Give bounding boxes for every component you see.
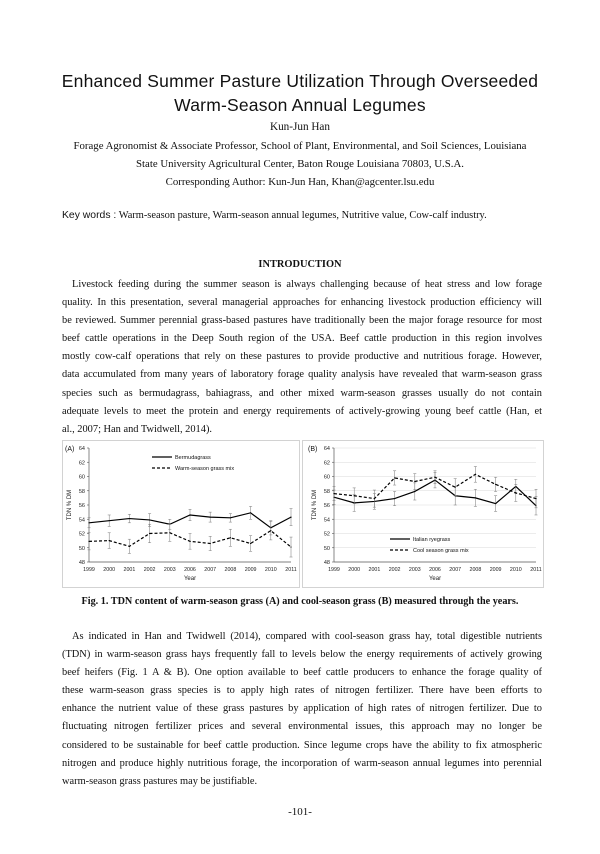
- text-line: al., 2007; Han and Twidwell, 2014).: [62, 423, 213, 435]
- data-point: [333, 493, 334, 494]
- data-point: [394, 498, 395, 499]
- x-axis-label: Year: [183, 576, 197, 582]
- figure-1b-svg: [302, 440, 544, 588]
- paragraph-introduction: [62, 276, 542, 439]
- data-point: [169, 532, 170, 533]
- y-tick-label: 52: [323, 531, 330, 538]
- x-tick-label: 2003: [408, 567, 421, 573]
- text-line: beef cattle operations in the Deep South region of the USA. Beef cattle production in this region involves: [62, 333, 542, 345]
- x-tick-label: 2007: [204, 567, 217, 573]
- text-line: mostly cow-calf operations that rely on these pastures to provide productive and nutritious forage. However,: [62, 351, 542, 363]
- data-point: [455, 487, 456, 488]
- figure-caption: Fig. 1. TDN content of warm-season grass (A) and cool-season grass (B) measured through the years.: [81, 596, 519, 607]
- y-tick-label: 62: [78, 460, 85, 467]
- data-point: [210, 543, 211, 544]
- data-point: [290, 546, 291, 547]
- x-tick-label: 2001: [368, 567, 381, 573]
- x-tick-label: 2008: [469, 567, 482, 573]
- data-point: [475, 474, 476, 475]
- y-tick-label: 64: [323, 446, 330, 452]
- paper-title-line-2: Warm-Season Annual Legumes: [174, 95, 426, 115]
- data-point: [475, 497, 476, 498]
- y-tick-label: 50: [78, 545, 85, 552]
- y-tick-label: 60: [78, 474, 85, 481]
- text-line: (TDN) in warm-season grass hays frequently fall to levels below the energy requirements of actively growing: [62, 649, 542, 661]
- x-tick-label: 2006: [429, 567, 441, 573]
- data-point: [149, 533, 150, 534]
- data-point: [270, 530, 271, 531]
- figure-1a-chart: [62, 440, 300, 588]
- y-tick-label: 58: [323, 488, 330, 495]
- data-point: [414, 491, 415, 492]
- panel-label: (A): [65, 446, 75, 453]
- keywords: [62, 210, 487, 221]
- x-tick-label: 2002: [143, 567, 156, 573]
- panel-label: (B): [308, 446, 318, 453]
- x-tick-label: 2011: [530, 567, 542, 573]
- data-point: [250, 543, 251, 544]
- data-point: [189, 541, 190, 542]
- x-axis-label: Year: [428, 576, 442, 582]
- text-line: quality. In this presentation, several managerial approaches for enhancing livestock production efficiency will: [62, 297, 542, 309]
- corresponding-author: Corresponding Author: Kun-Jun Han, Khan@agcenter.lsu.edu: [165, 176, 435, 188]
- y-tick-label: 62: [323, 460, 330, 467]
- text-line: beef heifers (Fig. 1 A & B). One option available to beef cattle producers to enhance the forage quality of: [62, 667, 542, 679]
- data-point: [414, 481, 415, 482]
- data-point: [149, 519, 150, 520]
- text-line: enhance the nutrient value of these grass pastures by application of high rates of nitrogen fertilizer. Due to: [62, 703, 542, 715]
- keywords-label: Key words :: [62, 210, 117, 221]
- x-tick-label: 2010: [264, 567, 277, 573]
- y-tick-label: 60: [323, 474, 330, 481]
- y-tick-label: 48: [323, 560, 330, 566]
- data-point: [230, 537, 231, 538]
- text-line: fluctuating nitrogen fertilizer prices and several environmental issues, this approach may no longer be: [62, 721, 542, 733]
- text-line: considered to be sustainable for beef cattle production. Since legume crops have the ability to fix atmospheric: [62, 739, 542, 751]
- chart-frame: [63, 441, 300, 588]
- x-tick-label: 2003: [163, 567, 176, 573]
- legend-entry: Italian ryegrass: [413, 537, 451, 543]
- y-tick-label: 56: [78, 503, 85, 509]
- data-point: [88, 522, 89, 523]
- x-tick-label: 2008: [224, 567, 237, 573]
- x-tick-label: 2009: [489, 567, 502, 573]
- figure-1b-chart: [302, 440, 544, 588]
- y-tick-label: 58: [78, 488, 85, 495]
- y-tick-label: 56: [323, 503, 330, 509]
- y-tick-label: 52: [78, 531, 85, 538]
- x-tick-label: 2002: [388, 567, 401, 573]
- data-point: [230, 517, 231, 518]
- data-point: [394, 477, 395, 478]
- paragraph-body: [62, 628, 542, 791]
- data-point: [109, 540, 110, 541]
- data-point: [189, 514, 190, 515]
- text-line: these warm-season grass species is to apply high rates of nitrogen fertilizer. There have been efforts to: [62, 685, 542, 697]
- y-axis-label: TDN % DM: [67, 489, 73, 521]
- text-line: nitrogen and produce highly nutritious forage, the incorporation of warm-season annual legumes into perennial: [62, 757, 542, 769]
- data-point: [250, 512, 251, 513]
- figure-1a-svg: [62, 440, 300, 588]
- data-point: [210, 517, 211, 518]
- data-point: [290, 517, 291, 518]
- data-point: [515, 492, 516, 493]
- x-tick-label: 2000: [348, 567, 361, 573]
- data-point: [129, 518, 130, 519]
- text-line: be reviewed. Summer perennial grass-based pastures have traditionally been the major forage resource for most: [62, 315, 542, 327]
- x-tick-label: 1999: [328, 567, 340, 573]
- x-tick-label: 2006: [184, 567, 196, 573]
- x-tick-label: 2009: [244, 567, 257, 573]
- text-line: adequate levels to meet the protein and energy requirements of actively-growing young beef cattle (Han, et: [62, 405, 542, 417]
- legend-entry: Cool season grass mix: [413, 548, 469, 554]
- x-tick-label: 2000: [103, 567, 116, 573]
- data-point: [129, 546, 130, 547]
- keywords-text: Warm-season pasture, Warm-season annual legumes, Nutritive value, Cow-calf industry.: [118, 210, 487, 221]
- data-point: [109, 520, 110, 521]
- section-heading-introduction: INTRODUCTION: [258, 259, 342, 270]
- x-tick-label: 2001: [123, 567, 136, 573]
- author-name: Kun-Jun Han: [270, 121, 330, 133]
- data-point: [495, 503, 496, 504]
- data-point: [374, 498, 375, 499]
- affiliation-line-1: Forage Agronomist & Associate Professor, School of Plant, Environmental, and Soil Sciences, Louisiana: [73, 140, 527, 152]
- legend-entry: Bermudagrass: [175, 455, 211, 461]
- data-point: [434, 477, 435, 478]
- y-tick-label: 64: [78, 446, 85, 452]
- page-number: -101-: [288, 806, 312, 818]
- y-tick-label: 48: [78, 560, 85, 566]
- legend-entry: Warm-season grass mix: [175, 466, 235, 472]
- affiliation-line-2: State University Agricultural Center, Baton Rouge Louisiana 70803, U.S.A.: [136, 158, 464, 170]
- text-line: species such as bermudagrass, bahiagrass, and other mixed warm-season grasses usually do not contain: [62, 387, 542, 399]
- text-line: warm-season grass pastures may be justifiable.: [62, 775, 258, 787]
- data-point: [354, 495, 355, 496]
- y-tick-label: 50: [323, 545, 330, 552]
- data-point: [495, 484, 496, 485]
- text-line: As indicated in Han and Twidwell (2014), compared with cool-season grass hay, total digestible nutrients: [72, 631, 542, 642]
- x-tick-label: 2010: [509, 567, 522, 573]
- x-tick-label: 2007: [449, 567, 462, 573]
- y-axis-label: TDN % DM: [312, 489, 318, 521]
- text-line: Livestock feeding during the summer season is always challenging because of heat stress and low forage: [72, 279, 542, 290]
- paper-title-line-1: Enhanced Summer Pasture Utilization Through Overseeded: [61, 71, 539, 91]
- y-tick-label: 54: [323, 517, 330, 524]
- x-tick-label: 1999: [83, 567, 95, 573]
- x-tick-label: 2011: [285, 567, 297, 573]
- data-point: [88, 541, 89, 542]
- y-tick-label: 54: [78, 517, 85, 524]
- text-line: data accumulated from many years of laboratory forage quality analysis have revealed that warm-season grass: [62, 369, 542, 381]
- data-point: [535, 498, 536, 499]
